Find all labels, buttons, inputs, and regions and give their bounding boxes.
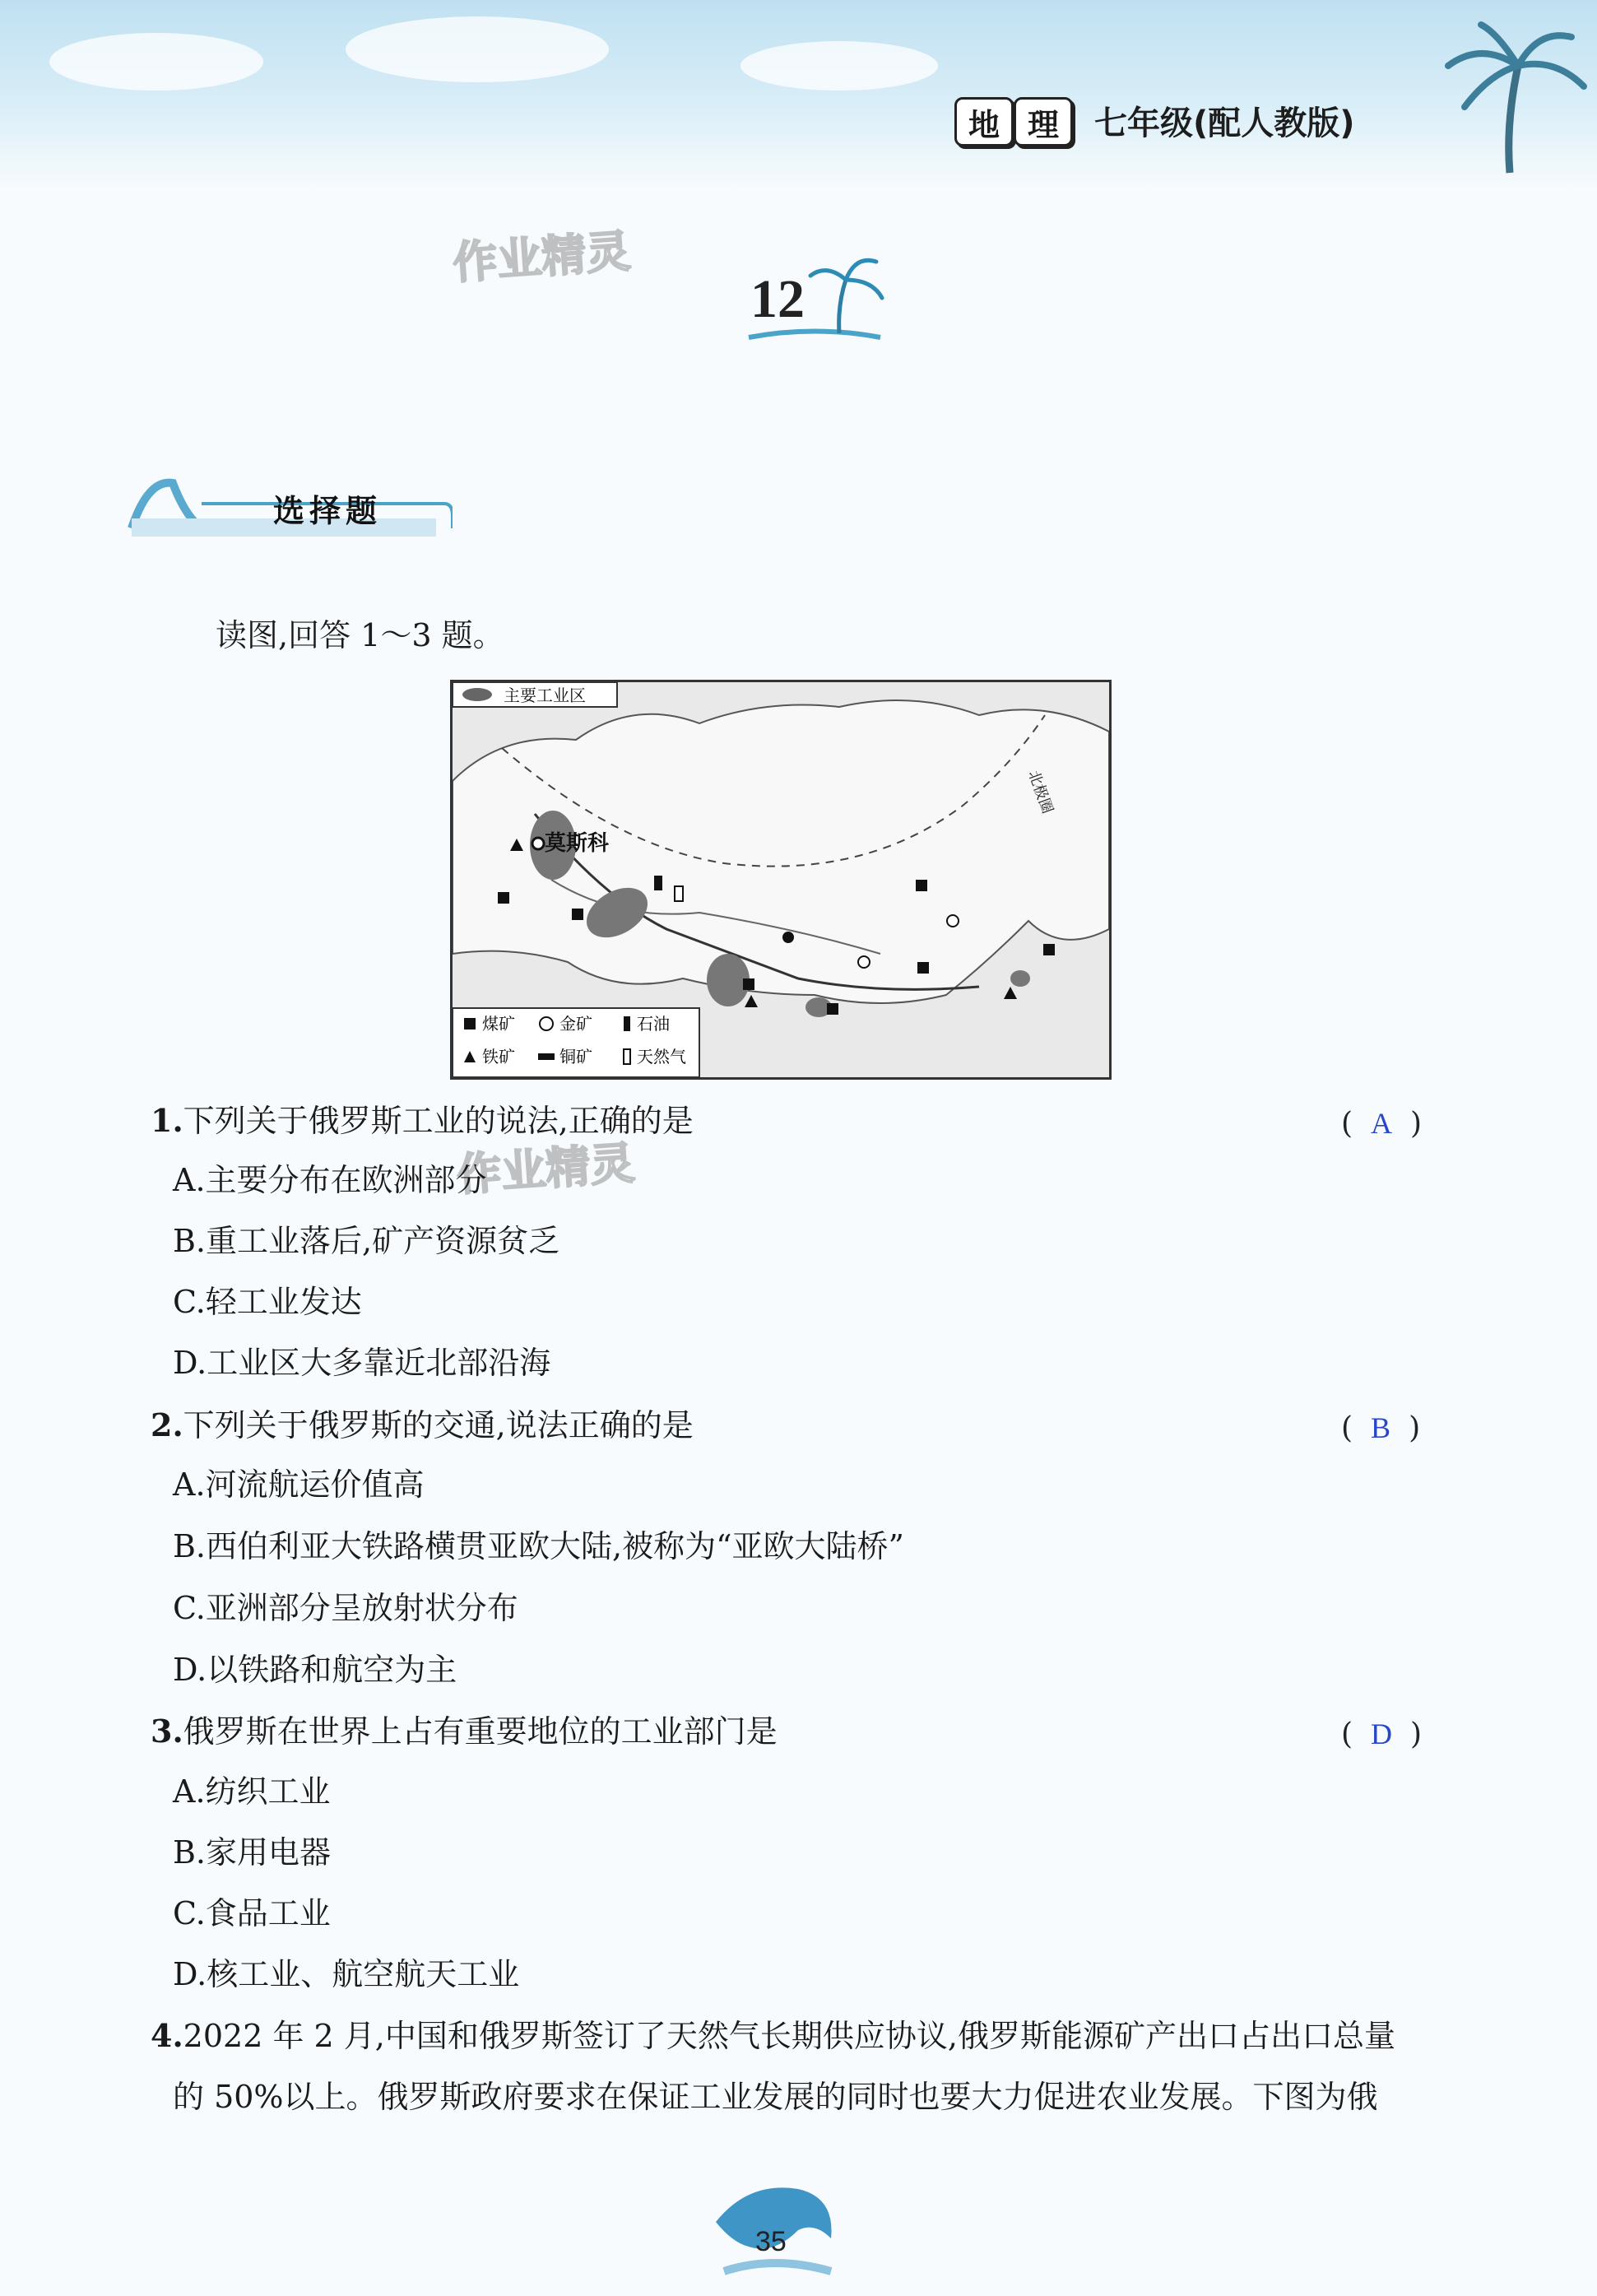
palm-tree-icon bbox=[1432, 16, 1596, 181]
option: C.食品工业 bbox=[173, 1895, 331, 1931]
option: D.工业区大多靠近北部沿海 bbox=[173, 1345, 551, 1381]
question-stem: 下列关于俄罗斯工业的说法,正确的是 bbox=[183, 1103, 694, 1139]
answer-2: ( B ) bbox=[1341, 1411, 1421, 1445]
oil-icon bbox=[624, 1016, 630, 1031]
page-number: 35 bbox=[755, 2226, 787, 2257]
cloud-decoration bbox=[346, 16, 609, 82]
russia-industry-map bbox=[450, 680, 1112, 1080]
option: A.主要分布在欧洲部分 bbox=[173, 1162, 487, 1198]
question-stem: 2022 年 2 月,中国和俄罗斯签订了天然气长期供应协议,俄罗斯能源矿产出口占出口总量 bbox=[183, 2018, 1395, 2054]
legend-coal: 煤矿 bbox=[482, 1014, 515, 1034]
gold-icon bbox=[540, 1017, 553, 1030]
unit-number: 12 bbox=[750, 269, 805, 329]
gas-icon bbox=[624, 1049, 630, 1064]
question-number: 1. bbox=[151, 1102, 183, 1139]
option: A.河流航运价值高 bbox=[173, 1466, 425, 1503]
section-title: 选择题 bbox=[273, 493, 383, 529]
option: A.纺织工业 bbox=[173, 1773, 331, 1810]
subject-badge: 地 bbox=[954, 97, 1014, 146]
copper-icon bbox=[538, 1053, 555, 1060]
watermark: 作业精灵 bbox=[451, 225, 633, 290]
question-number: 2. bbox=[151, 1406, 183, 1443]
question-number: 3. bbox=[151, 1713, 183, 1750]
option: C.亚洲部分呈放射状分布 bbox=[173, 1590, 518, 1626]
answer-1: ( A ) bbox=[1341, 1107, 1423, 1141]
moscow-label: 莫斯科 bbox=[545, 831, 610, 856]
legend-gas: 天然气 bbox=[637, 1047, 686, 1067]
option: B.重工业落后,矿产资源贫乏 bbox=[173, 1223, 560, 1259]
legend-oil: 石油 bbox=[637, 1014, 670, 1034]
option: B.家用电器 bbox=[173, 1834, 332, 1871]
map-figure bbox=[453, 682, 1109, 1077]
grade-label: 七年级(配人教版) bbox=[1094, 105, 1355, 142]
cloud-decoration bbox=[740, 41, 938, 91]
arctic-circle-label: 北极圈 bbox=[1024, 768, 1056, 816]
option: C.轻工业发达 bbox=[173, 1284, 362, 1320]
option: D.核工业、航空航天工业 bbox=[173, 1956, 520, 1992]
answer-letter: B bbox=[1371, 1411, 1391, 1444]
intro-text: 读图,回答 1～3 题。 bbox=[216, 617, 504, 653]
header-banner bbox=[0, 0, 1597, 189]
answer-3: ( D ) bbox=[1341, 1717, 1423, 1751]
coal-icon bbox=[464, 1018, 476, 1029]
section-header bbox=[123, 471, 453, 543]
question-4-line2: 的 50%以上。俄罗斯政府要求在保证工业发展的同时也要大力促进农业发展。下图为俄 bbox=[173, 2079, 1378, 2115]
legend-gold: 金矿 bbox=[559, 1014, 592, 1034]
legend-copper: 铜矿 bbox=[559, 1047, 592, 1067]
industry-zone-legend-icon bbox=[462, 688, 492, 701]
question-stem: 下列关于俄罗斯的交通,说法正确的是 bbox=[183, 1407, 694, 1443]
question-number: 4. bbox=[151, 2017, 183, 2054]
legend-iron: 铁矿 bbox=[482, 1047, 515, 1067]
palm-logo-icon bbox=[740, 247, 889, 354]
watermark: 作业精灵 bbox=[455, 1136, 637, 1201]
question-3 bbox=[151, 1712, 778, 1751]
legend-industry-label: 主要工业区 bbox=[504, 686, 586, 705]
question-stem: 俄罗斯在世界上占有重要地位的工业部门是 bbox=[183, 1713, 778, 1750]
question-1 bbox=[151, 1101, 694, 1141]
answer-letter: A bbox=[1371, 1107, 1393, 1140]
question-2 bbox=[151, 1406, 694, 1445]
answer-letter: D bbox=[1371, 1717, 1393, 1750]
subject-badge: 理 bbox=[1014, 97, 1073, 146]
question-4 bbox=[151, 2016, 1395, 2056]
option: B.西伯利亚大铁路横贯亚欧大陆,被称为“亚欧大陆桥” bbox=[173, 1528, 904, 1564]
option: D.以铁路和航空为主 bbox=[173, 1652, 457, 1688]
cloud-decoration bbox=[49, 33, 263, 91]
